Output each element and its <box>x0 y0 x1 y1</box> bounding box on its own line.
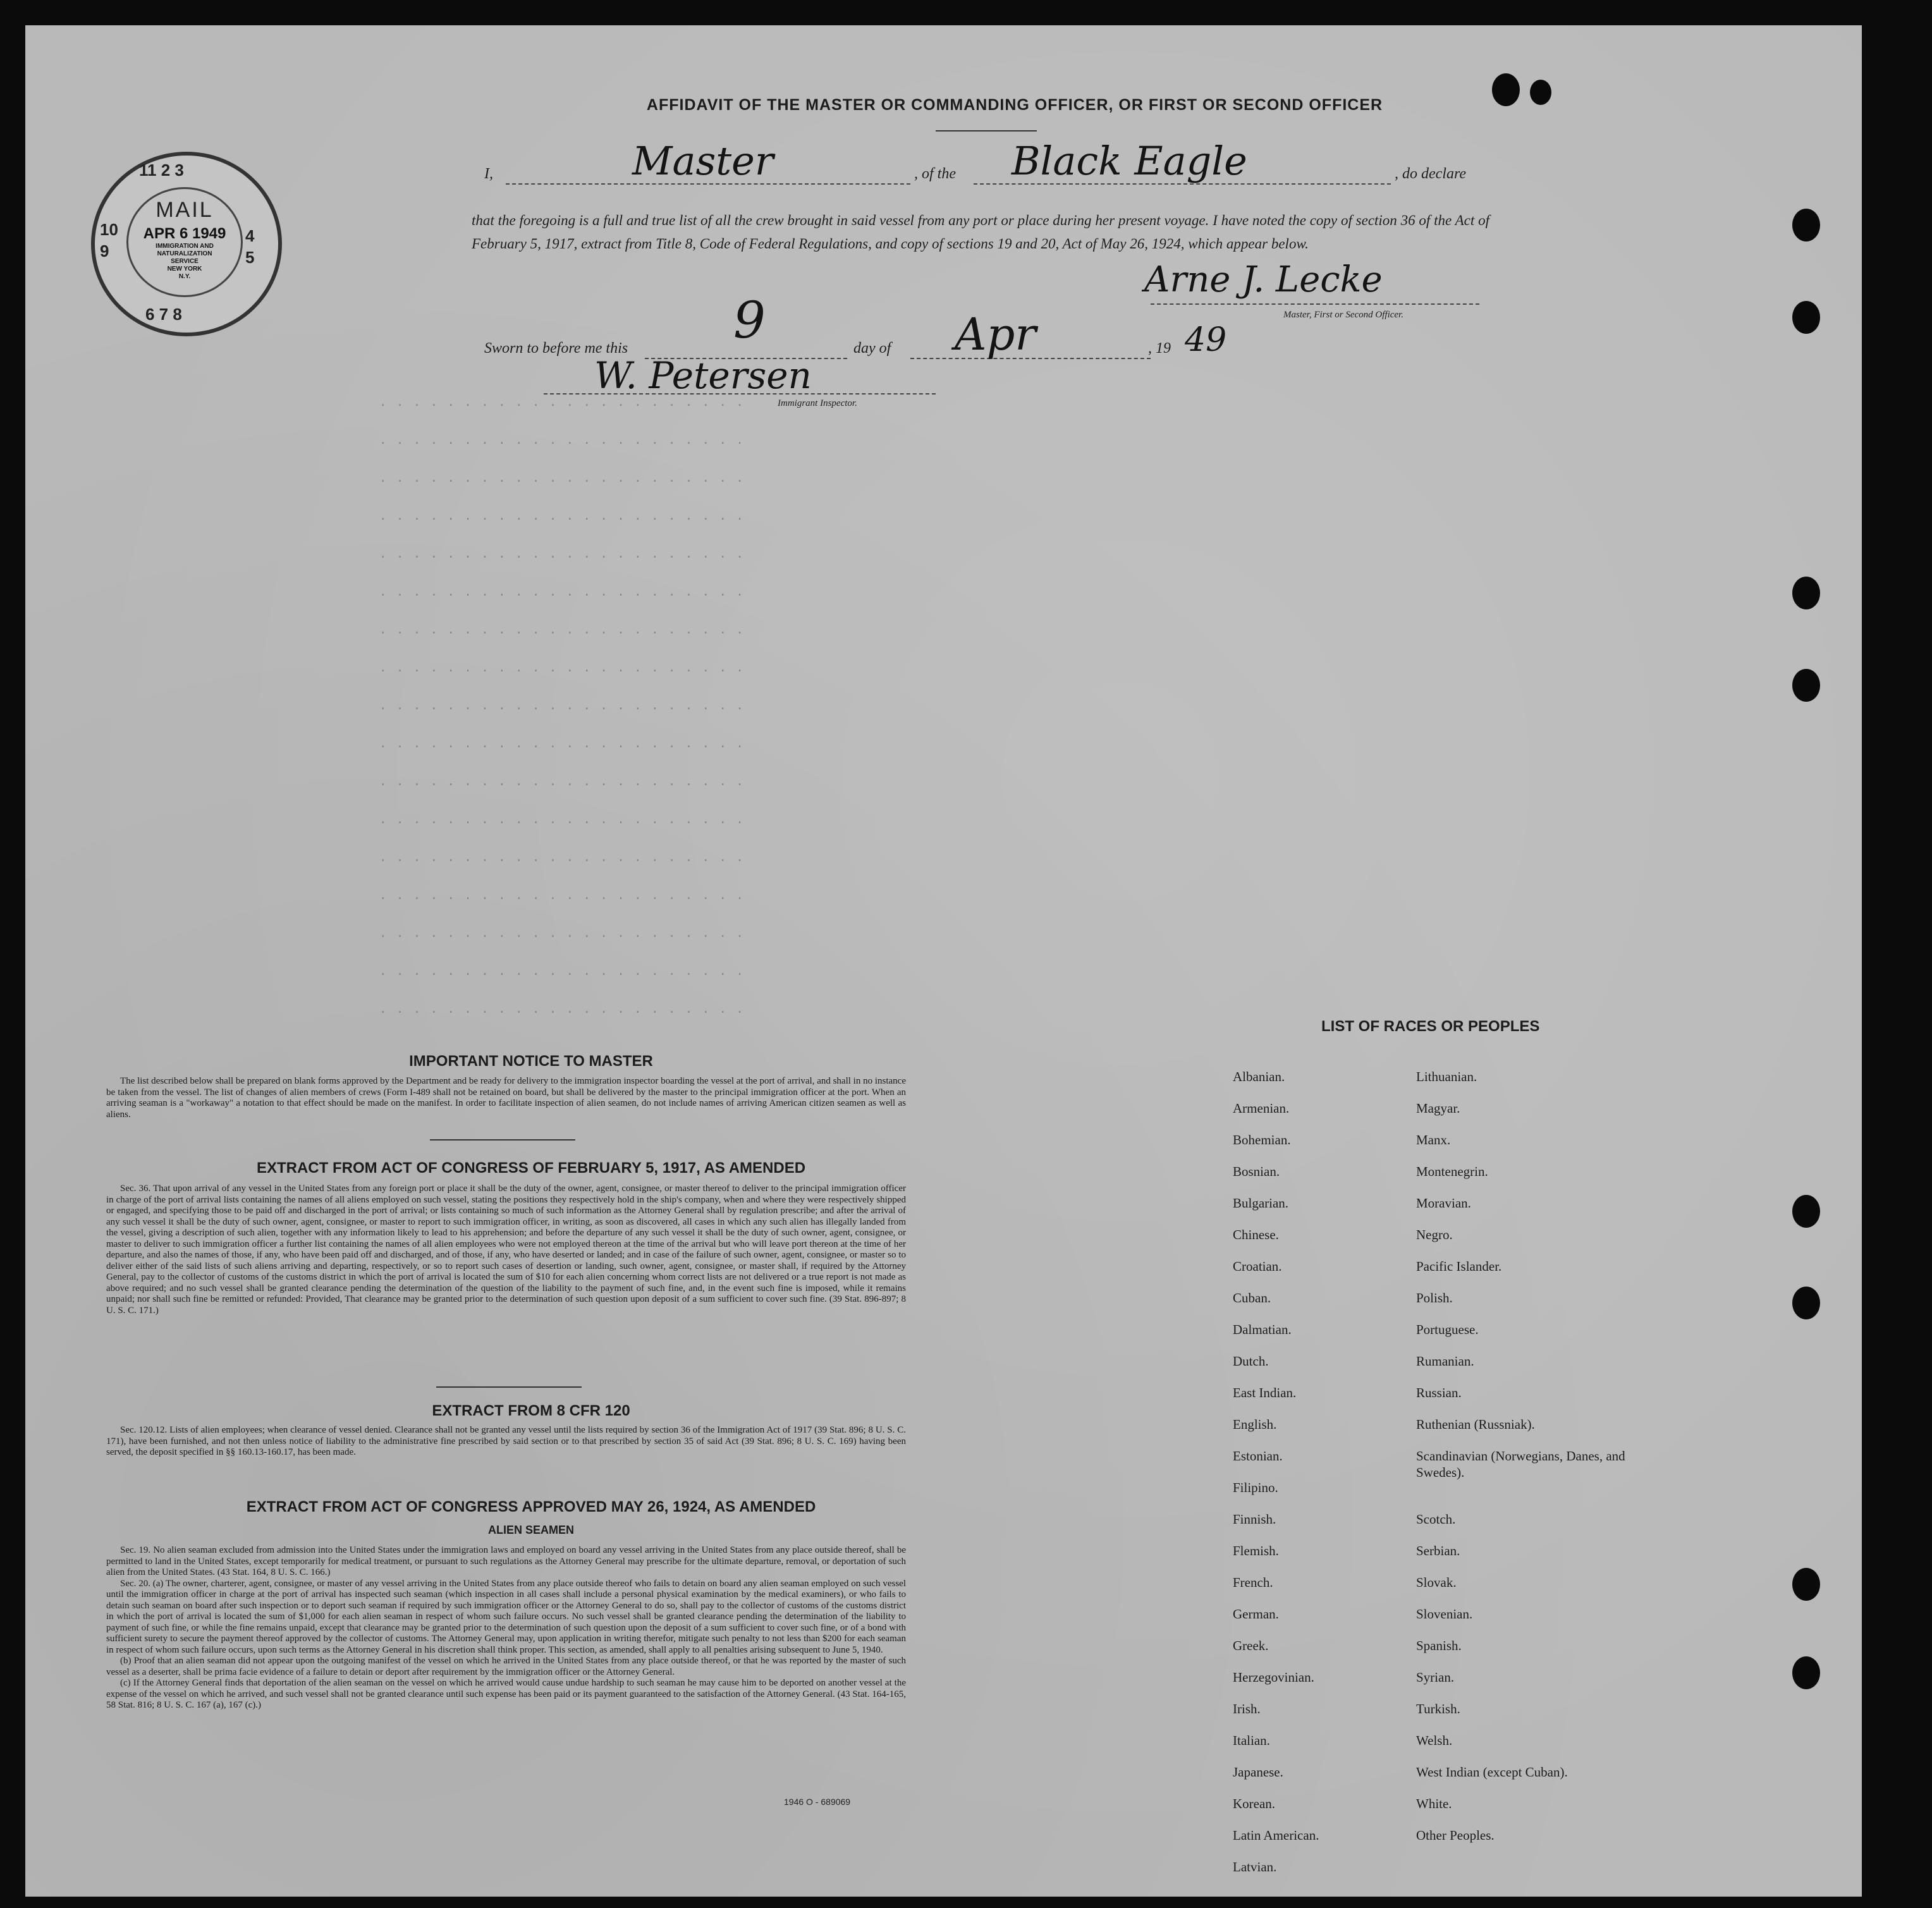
race-item: German. <box>1233 1606 1279 1622</box>
bleed-through-row: · · · · · · · · · · · · · · · · · · · · · · <box>379 702 745 716</box>
extract-1924-subtitle: ALIEN SEAMEN <box>487 1524 574 1536</box>
bleed-through-row: · · · · · · · · · · · · · · · · · · · · · · <box>379 436 745 450</box>
race-item: Estonian. <box>1233 1448 1283 1464</box>
section-20b-text: (b) Proof that an alien seaman did not appear upon the outgoing manifest of the vessel on which he arrived in the United States from any place outside thereof, or that he was reported by the master of such vessel as a deserter, shall be prima facie evidence of a failure to detain or deport after requirement by the immigration officer or the Attorney General. <box>106 1656 906 1677</box>
race-item: Bulgarian. <box>1233 1196 1289 1211</box>
race-item: Montenegrin. <box>1416 1164 1488 1179</box>
month-handwriting: Apr <box>955 309 1036 360</box>
bleed-through-row: · · · · · · · · · · · · · · · · · · · · · · <box>379 816 745 829</box>
affidavit-heading: AFFIDAVIT OF THE MASTER OR COMMANDING OFFICER, OR FIRST OR SECOND OFFICER <box>646 96 1383 114</box>
i-label: I, <box>484 166 493 182</box>
day-handwriting: 9 <box>733 291 766 350</box>
binder-hole <box>1792 301 1820 334</box>
binder-hole <box>1792 1568 1820 1601</box>
notice-text: The list described below shall be prepared on blank forms approved by the Department and be ready for delivery to the immigration inspector boarding the vessel at the port of arrival, and shall in no instance be taken from the vessel. The list of changes of alien members of crews (Form I-489 shall not be retained on board, but shall be delivered by the master to the principal immigration officer at the port. When an arriving seaman is a "workaway" a notation to that effect should be made on the manifest. In order to facilitate inspection of alien seamen, do not include names of arriving American citizen seamen as well as aliens. <box>106 1076 906 1120</box>
race-item: Armenian. <box>1233 1101 1290 1116</box>
bleed-through-row: · · · · · · · · · · · · · · · · · · · · · · <box>379 626 745 640</box>
stamp-digits-bottom: 6 7 8 <box>145 305 182 324</box>
year-prefix: , 19 <box>1148 340 1171 357</box>
race-item: Greek. <box>1233 1638 1269 1653</box>
stamp-line-5: N.Y. <box>178 273 191 280</box>
race-item: Syrian. <box>1416 1670 1455 1685</box>
race-item: Turkish. <box>1416 1701 1460 1716</box>
print-code: 1946 O - 689069 <box>784 1797 851 1807</box>
binder-hole <box>1792 209 1820 242</box>
race-item: East Indian. <box>1233 1385 1297 1400</box>
bleed-through-row: · · · · · · · · · · · · · · · · · · · · · · <box>379 588 745 602</box>
race-item: Croatian. <box>1233 1259 1282 1274</box>
race-item: Magyar. <box>1416 1101 1460 1116</box>
binder-hole <box>1792 1287 1820 1319</box>
race-item: French. <box>1233 1575 1273 1590</box>
binder-hole <box>1792 1195 1820 1228</box>
binder-hole <box>1530 80 1551 105</box>
race-item: Korean. <box>1233 1796 1276 1811</box>
of-the-label: , of the <box>914 166 956 182</box>
immigration-mail-stamp <box>91 152 282 336</box>
race-item: Scotch. <box>1416 1512 1456 1527</box>
races-title: LIST OF RACES OR PEOPLES <box>1321 1018 1540 1035</box>
extract-1924-body <box>106 1545 906 1711</box>
race-item: Polish. <box>1416 1290 1453 1306</box>
race-item: Dutch. <box>1233 1354 1269 1369</box>
vessel-name-handwriting: Black Eagle <box>1012 138 1247 184</box>
bleed-through-row: · · · · · · · · · · · · · · · · · · · · · · <box>379 891 745 905</box>
race-item: Slovak. <box>1416 1575 1457 1590</box>
race-item: White. <box>1416 1796 1452 1811</box>
race-item: Irish. <box>1233 1701 1261 1716</box>
races-left-column <box>1233 1068 1422 1890</box>
stamp-line-2: NATURALIZATION <box>157 250 212 257</box>
bleed-through-row: · · · · · · · · · · · · · · · · · · · · · · <box>379 967 745 981</box>
section-20c-text: (c) If the Attorney General finds that deportation of the alien seaman on the vessel on which he arrived would cause undue hardship to such seaman he may cause him to be deported on another vessel at the expense of the vessel on which he arrived, and such vessel shall not be granted clearance until such expense has been paid or its payment guaranteed to the satisfaction of the Attorney General. (43 Stat. 164-165, 58 Stat. 816; 8 U. S. C. 167 (a), 167 (c).) <box>106 1678 906 1710</box>
race-item: Welsh. <box>1416 1733 1453 1748</box>
race-item: Other Peoples. <box>1416 1828 1495 1843</box>
inspector-caption: Immigrant Inspector. <box>778 398 857 408</box>
race-item: Portuguese. <box>1416 1322 1479 1337</box>
race-item: Dalmatian. <box>1233 1322 1292 1337</box>
document-sheet <box>25 25 1862 1897</box>
race-item: Albanian. <box>1233 1069 1285 1084</box>
races-right-column <box>1416 1068 1631 1859</box>
section-20a-text: Sec. 20. (a) The owner, charterer, agent, consignee, or master of any vessel arriving in the United States from any place outside thereof who fails to detain on board any alien seaman employed on such vessel until the immigration officer in charge at the port of arrival has inspected such seaman (which inspection in all cases shall include a personal physical examination by the medical examiners), or who fails to detain such seaman on board after such inspection or to deport such seaman if required by such immigration officer or the Attorney General to do so, shall pay to the collector of customs of the customs district in which the port of arrival is located the sum of $1,000 for each alien seaman in respect of whom such failure occurs. No such vessel shall be granted clearance pending the determination of the liability to payment of such fine, or while the fine remains unpaid, except that clearance may be granted prior to the determination of such question upon the deposit of a sum sufficient to cover such fine, or of a bond with sufficient surety to secure the payment thereof approved by the collector of customs. The Attorney General may, upon application in writing therefor, mitigate such penalty to not less than $200 for each seaman in respect of whom such failure occurs, upon such terms as the Attorney General in his discretion shall think proper. This section, as amended, shall apply to all penalties arising subsequent to June 5, 1940. <box>106 1578 906 1655</box>
year-handwriting: 49 <box>1185 321 1227 359</box>
stamp-date: APR 6 1949 <box>143 225 226 242</box>
extract-1917-title: EXTRACT FROM ACT OF CONGRESS OF FEBRUARY 5, 1917, AS AMENDED <box>256 1159 806 1177</box>
race-item: Chinese. <box>1233 1227 1279 1242</box>
bleed-through-row: · · · · · · · · · · · · · · · · · · · · · · <box>379 1005 745 1019</box>
scan-border <box>1862 25 1932 1908</box>
section-rule <box>430 1139 575 1141</box>
stamp-digits-left: 10 9 <box>100 220 118 260</box>
bleed-through-row: · · · · · · · · · · · · · · · · · · · · · · <box>379 740 745 754</box>
bleed-through-row: · · · · · · · · · · · · · · · · · · · · · · <box>379 550 745 564</box>
race-item: Ruthenian (Russniak). <box>1416 1417 1535 1432</box>
officer-title-handwriting: Master <box>632 138 774 184</box>
race-item: Bosnian. <box>1233 1164 1280 1179</box>
race-item: Bohemian. <box>1233 1132 1291 1147</box>
extract-cfr-text: Sec. 120.12. Lists of alien employees; when clearance of vessel denied. Clearance shall not be granted any vessel until the lists required by section 36 of the Immigration Act of 1917 (39 Stat. 896; 8 U. S. C. 171), have been furnished, and not then unless notice of liability to the administrative fine prescribed by said section or to that prescribed by section 35 of said Act (39 Stat. 896; 8 U. S. C. 169) having been served, the deposit specified in §§ 160.13-160.17, has been made. <box>106 1425 906 1457</box>
sworn-label: Sworn to before me this <box>484 340 628 357</box>
bleed-through-row: · · · · · · · · · · · · · · · · · · · · · · <box>379 664 745 678</box>
bleed-through-row: · · · · · · · · · · · · · · · · · · · · · · <box>379 474 745 488</box>
race-item: Flemish. <box>1233 1543 1279 1558</box>
day-of-label: day of <box>853 340 891 357</box>
race-item: Rumanian. <box>1416 1354 1474 1369</box>
race-item: Scandinavian (Norwegians, Danes, and Swedes). <box>1416 1448 1625 1480</box>
signature-caption: Master, First or Second Officer. <box>1283 310 1403 320</box>
bleed-through-row: · · · · · · · · · · · · · · · · · · · · · · <box>379 778 745 792</box>
extract-1924-title: EXTRACT FROM ACT OF CONGRESS APPROVED MAY 26, 1924, AS AMENDED <box>246 1498 816 1515</box>
race-item: Filipino. <box>1233 1480 1278 1495</box>
race-item: Cuban. <box>1233 1290 1271 1306</box>
notice-title: IMPORTANT NOTICE TO MASTER <box>409 1053 653 1070</box>
race-item: Lithuanian. <box>1416 1069 1477 1084</box>
race-item: Italian. <box>1233 1733 1270 1748</box>
race-item: Russian. <box>1416 1385 1462 1400</box>
affidavit-body: that the foregoing is a full and true list of all the crew brought in said vessel from any port or place during her present voyage. I have noted the copy of section 36 of the Act of February 5, 1917, extract from Title 8, Code of Federal Regulations, and copy of sections 19 and 20, Act of May 26, 1924, which appear below. <box>472 212 1489 252</box>
bleed-through-row: · · · · · · · · · · · · · · · · · · · · · · <box>379 398 745 412</box>
heading-rule <box>936 130 1037 131</box>
inspector-line <box>544 393 936 394</box>
section-rule <box>436 1386 582 1388</box>
binder-hole <box>1492 73 1520 106</box>
binder-hole <box>1792 577 1820 609</box>
race-item: Serbian. <box>1416 1543 1460 1558</box>
bleed-through-row: · · · · · · · · · · · · · · · · · · · · · · <box>379 853 745 867</box>
section-19-text: Sec. 19. No alien seaman excluded from admission into the United States under the immigration laws and employed on board any vessel arriving in the United States from any place outside thereof, shall be permitted to land in the United States, except temporarily for medical treatment, or pursuant to such regulations as the Attorney General may prescribe for the ultimate departure, removal, or deportation of such alien from the United States. (43 Stat. 164, 8 U. S. C. 166.) <box>106 1545 906 1577</box>
extract-1917-text: Sec. 36. That upon arrival of any vessel in the United States from any foreign port or place it shall be the duty of the owner, agent, consignee, or master thereof to deliver to the principal immigration officer in charge of the port of arrival lists containing the names of all aliens employed on such vessel, stating the positions they respectively hold in the ship's company, when and where they were respectively shipped or engaged, and specifying those to be paid off and discharged in the port of arrival; or lists containing so much of such information as the Attorney General shall by regulation prescribe; and after the arrival of any such vessel it shall be the duty of such owner, agent, consignee, or master to report to such immigration officer, in writing, as soon as discovered, all cases in which any such alien has illegally landed from the vessel, giving a description of such alien, together with any information likely to lead to his apprehension; and before the departure of any such vessel it shall be the duty of such owner, agent, consignee, or master to deliver to such immigration officer a further list containing the names of all alien employees who were not employed thereon at the time of the arrival but who will leave port thereon at the time of her departure, and also the names of those, if any, who have been paid off and discharged, and of those, if any, who have deserted or landed; and in case of the failure of such owner, agent, consignee, or master so to deliver either of the said lists of such aliens arriving and departing, respectively, or so to report such cases of desertion or landing, such owner, agent, consignee, or master shall, if required by the Attorney General, pay to the collector of customs of the customs district in which the port of arrival is located the sum of $10 for each alien concerning whom correct lists are not delivered or a true report is not made as above required; and no such vessel shall be granted clearance pending the determination of the question of the liability to the payment of such fine, and, in the event such fine is imposed, while it remains unpaid; nor shall such fine be remitted or refunded: Provided, That clearance may be granted prior to the determination of such question upon deposit of a sum sufficient to cover such fine. (39 Stat. 896-897; 8 U. S. C. 171.) <box>106 1183 906 1316</box>
race-item: Pacific Islander. <box>1416 1259 1502 1274</box>
race-item: Latvian. <box>1233 1859 1277 1874</box>
race-item: English. <box>1233 1417 1277 1432</box>
race-item: Herzegovinian. <box>1233 1670 1314 1685</box>
binder-hole <box>1792 669 1820 702</box>
extract-cfr-title: EXTRACT FROM 8 CFR 120 <box>432 1402 630 1419</box>
stamp-line-3: SERVICE <box>171 258 199 265</box>
stamp-mail: MAIL <box>156 198 214 222</box>
race-item: Latin American. <box>1233 1828 1319 1843</box>
stamp-line-4: NEW YORK <box>167 266 202 272</box>
inspector-signature: W. Petersen <box>594 354 812 397</box>
stamp-digits-top: 11 2 3 <box>139 161 184 180</box>
race-item: Japanese. <box>1233 1764 1283 1780</box>
do-declare-label: , do declare <box>1395 166 1467 182</box>
master-signature: Arne J. Lecke <box>1144 259 1383 300</box>
race-item: Manx. <box>1416 1132 1451 1147</box>
race-item: Slovenian. <box>1416 1606 1473 1622</box>
race-item: Negro. <box>1416 1227 1453 1242</box>
race-item: Spanish. <box>1416 1638 1462 1653</box>
signature-line <box>1151 303 1479 305</box>
stamp-line-1: IMMIGRATION AND <box>156 243 214 250</box>
race-item: West Indian (except Cuban). <box>1416 1764 1568 1780</box>
bleed-through-row: · · · · · · · · · · · · · · · · · · · · · · <box>379 512 745 526</box>
race-item: Moravian. <box>1416 1196 1471 1211</box>
stamp-center <box>126 187 243 297</box>
bleed-through-row: · · · · · · · · · · · · · · · · · · · · · · <box>379 929 745 943</box>
binder-hole <box>1792 1656 1820 1689</box>
stamp-digits-right: 4 5 <box>245 226 255 267</box>
race-item: Finnish. <box>1233 1512 1276 1527</box>
